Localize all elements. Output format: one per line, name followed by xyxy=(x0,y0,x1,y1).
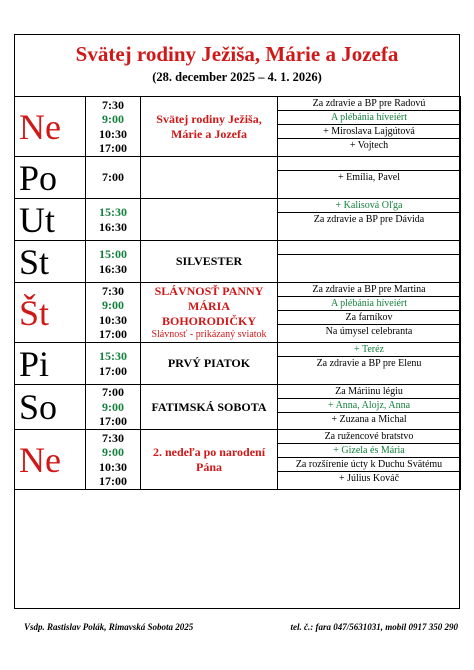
mass-time: 15:00 xyxy=(99,247,127,261)
mass-times xyxy=(86,241,141,283)
intention-line: Za zdravie a BP pre Martina xyxy=(278,283,460,297)
mass-time: 9:00 xyxy=(102,445,124,459)
day-row xyxy=(15,283,461,343)
mass-times xyxy=(86,97,141,157)
intention-line: + Vojtech xyxy=(349,140,389,151)
mass-time: 9:00 xyxy=(102,112,124,126)
feast-name xyxy=(141,385,278,430)
day-row xyxy=(15,241,461,283)
feast-title: FATIMSKÁ SOBOTA xyxy=(151,399,267,414)
mass-time: 7:30 xyxy=(102,97,124,112)
intention-line: + Teréz xyxy=(278,343,460,357)
schedule-table xyxy=(14,96,461,490)
intentions xyxy=(278,241,461,283)
day-row xyxy=(15,343,461,385)
intention-line: A plébánia híveiért xyxy=(278,111,460,125)
intentions xyxy=(278,97,461,157)
mass-times xyxy=(86,199,141,241)
intention-line: + Anna, Alojz, Anna xyxy=(278,399,460,413)
day-label: Št xyxy=(15,283,86,343)
mass-time: 16:30 xyxy=(99,261,127,276)
mass-time: 17:00 xyxy=(99,414,127,429)
intention-line: A plébánia híveiért xyxy=(278,297,460,311)
page-title: Svätej rodiny Ježiša, Márie a Jozefa xyxy=(75,42,399,66)
intention-line: + Július Kováč xyxy=(338,473,400,484)
mass-time: 9:00 xyxy=(102,298,124,312)
feast-name xyxy=(141,343,278,385)
mass-time: 7:00 xyxy=(102,385,124,400)
intention-line: Za zdravie a BP pre Radovú xyxy=(278,97,460,111)
intentions xyxy=(278,343,461,385)
intention-line: + Gizela és Mária xyxy=(278,444,460,458)
intention-line: Za Máriinu légiu xyxy=(278,385,460,399)
mass-time: 9:00 xyxy=(102,399,124,414)
feast-name xyxy=(141,241,278,283)
mass-time: 16:30 xyxy=(99,219,127,234)
intention-line: Za rozšírenie úcty k Duchu Svätému xyxy=(278,458,460,472)
day-label: Pi xyxy=(15,343,86,385)
feast-name xyxy=(141,157,278,199)
intention-line: Za ružencové bratstvo xyxy=(278,430,460,444)
day-row xyxy=(15,385,461,430)
feast-name xyxy=(141,97,278,157)
feast-title: SILVESTER xyxy=(175,254,243,268)
intention-line: Za zdravie a BP pre Elenu xyxy=(316,358,422,369)
mass-time: 7:00 xyxy=(102,170,124,185)
mass-time: 17:00 xyxy=(99,363,127,378)
intentions xyxy=(278,283,461,343)
intentions xyxy=(278,199,461,241)
feast-name xyxy=(141,430,278,490)
day-label: So xyxy=(15,385,86,430)
day-row xyxy=(15,157,461,199)
mass-times xyxy=(86,430,141,490)
feast-name xyxy=(141,283,278,343)
intentions xyxy=(278,385,461,430)
mass-times xyxy=(86,283,141,343)
day-row xyxy=(15,199,461,241)
intention-line: + Miroslava Lajgútová xyxy=(278,125,460,139)
day-row xyxy=(15,97,461,157)
day-label: Ne xyxy=(15,430,86,490)
day-label: Ne xyxy=(15,97,86,157)
mass-time: 17:00 xyxy=(99,141,127,155)
intention-line xyxy=(278,241,460,255)
feast-title: Svätej rodiny Ježiša, Márie a Jozefa xyxy=(156,111,262,141)
mass-time: 7:30 xyxy=(102,283,124,298)
footer-contact: tel. č.: fara 047/5631031, mobil 0917 350 290 xyxy=(290,622,458,632)
mass-time: 15:30 xyxy=(99,205,127,219)
date-range: (28. december 2025 – 4. 1. 2026) xyxy=(152,70,322,84)
mass-times xyxy=(86,157,141,199)
intention-line: Na úmysel celebranta xyxy=(325,326,413,337)
feast-name xyxy=(141,199,278,241)
mass-time: 17:00 xyxy=(99,474,127,488)
intention-line: + Kalisová Oľga xyxy=(278,199,460,213)
feast-note: Slávnosť - prikázaný sviatok xyxy=(151,329,267,340)
mass-times xyxy=(86,385,141,430)
intention-line: Za farníkov xyxy=(278,311,460,325)
mass-time: 10:30 xyxy=(99,312,127,327)
day-label: St xyxy=(15,241,86,283)
feast-title: PRVÝ PIATOK xyxy=(167,356,251,370)
feast-title: SLÁVNOSŤ PANNY MÁRIA BOHORODIČKY xyxy=(154,284,264,328)
mass-time: 10:30 xyxy=(99,459,127,474)
intentions xyxy=(278,157,461,199)
intentions xyxy=(278,430,461,490)
day-label: Ut xyxy=(15,199,86,241)
intention-line xyxy=(278,157,460,171)
intention-line: + Zuzana a Michal xyxy=(331,414,407,425)
feast-title: 2. nedeľa po narodení Pána xyxy=(152,444,266,474)
mass-time: 10:30 xyxy=(99,126,127,141)
intention-line: + Emília, Pavel xyxy=(337,172,401,183)
mass-time: 17:00 xyxy=(99,327,127,341)
mass-time: 7:30 xyxy=(102,430,124,445)
intention-line: Za zdravie a BP pre Dávida xyxy=(313,214,425,225)
day-label: Po xyxy=(15,157,86,199)
intention-line xyxy=(278,255,460,268)
mass-times xyxy=(86,343,141,385)
mass-time: 15:30 xyxy=(99,349,127,363)
footer-signature: Vsdp. Rastislav Polák, Rimavská Sobota 2025 xyxy=(24,622,194,632)
day-row xyxy=(15,430,461,490)
